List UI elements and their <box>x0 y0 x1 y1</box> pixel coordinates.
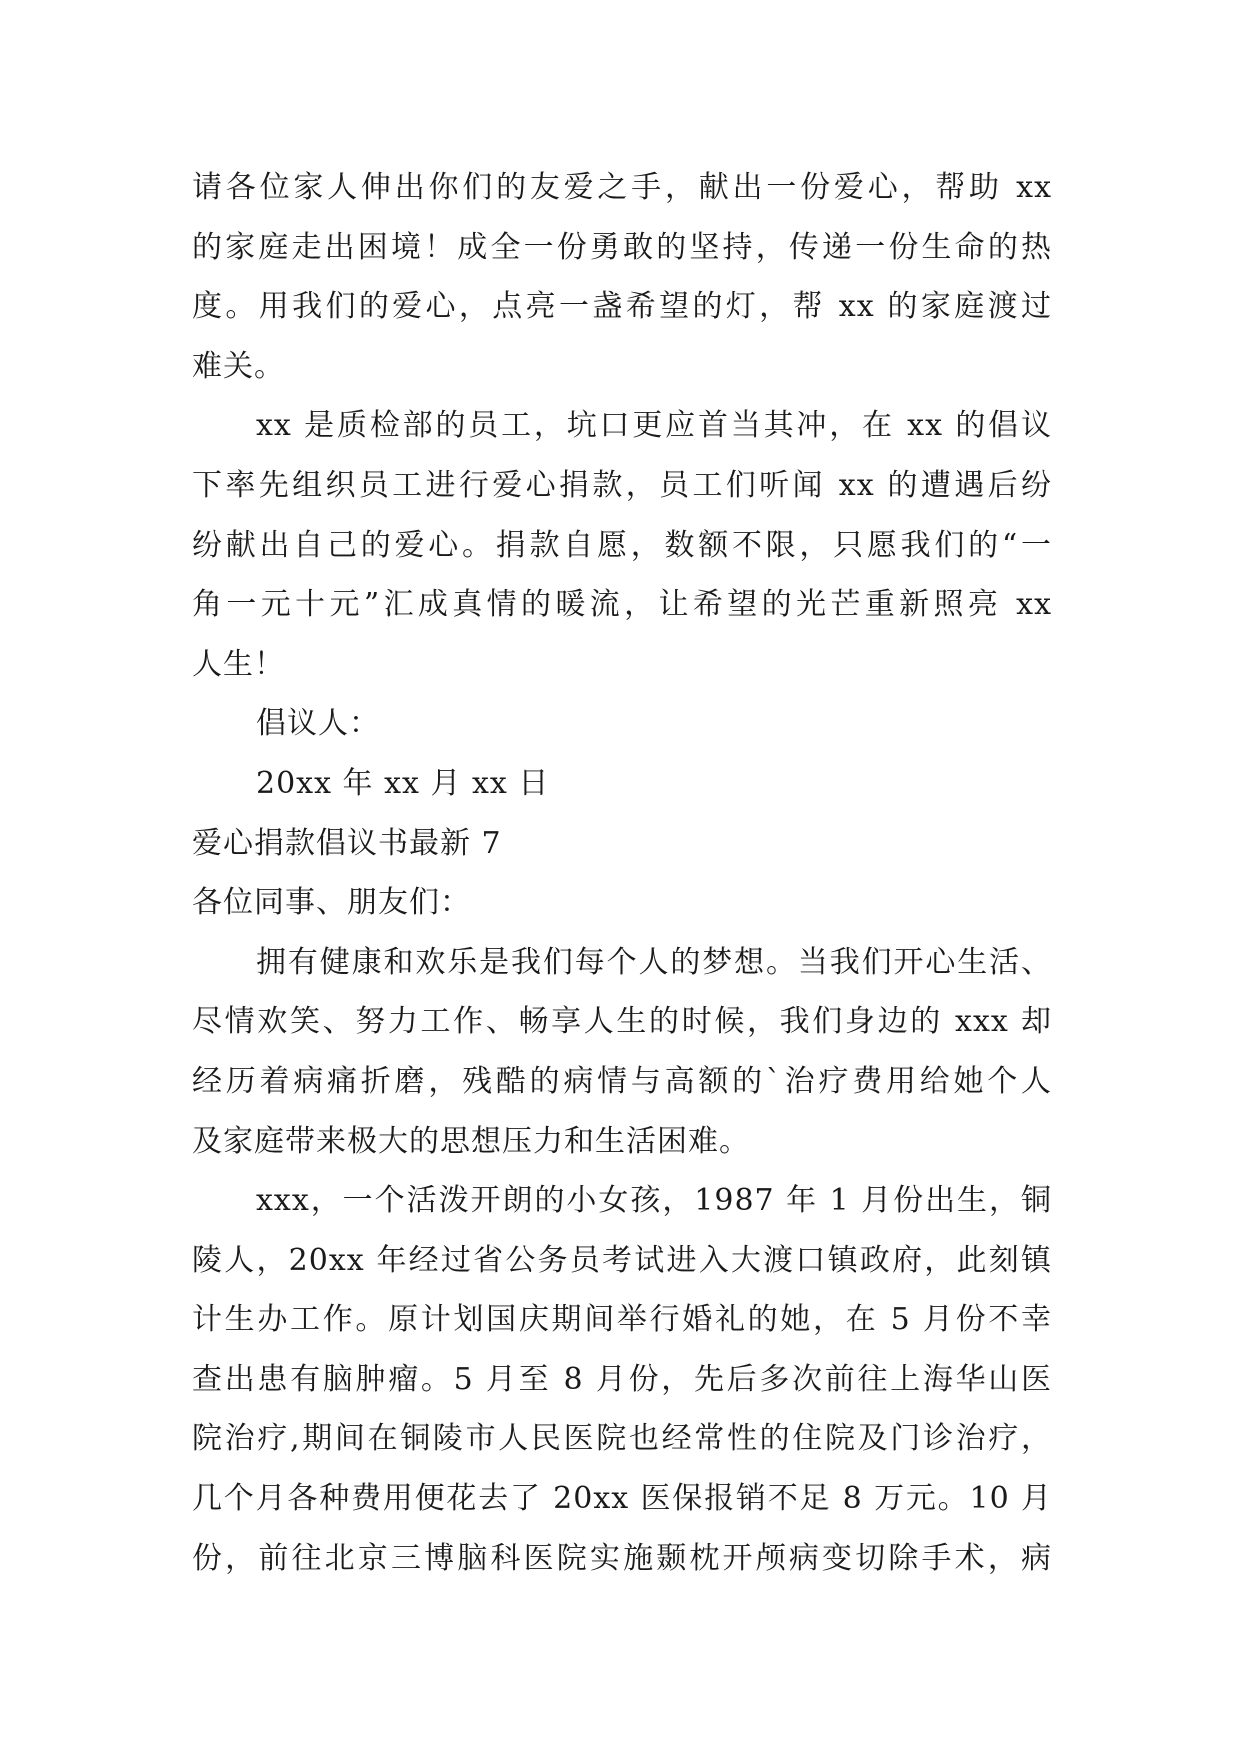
text-line: 角一元十元”汇成真情的暖流，让希望的光芒重新照亮 xx <box>192 587 1052 623</box>
text-line: xxx，一个活泼开朗的小女孩，1987 年 1 月份出生，铜 <box>256 1183 1052 1219</box>
text-line: 份，前往北京三博脑科医院实施颞枕开颅病变切除手术，病 <box>192 1540 1052 1576</box>
text-line: 几个月各种费用便花去了 20xx 医保报销不足 8 万元。10 月 <box>192 1481 1052 1517</box>
text-line: 请各位家人伸出你们的友爱之手，献出一份爱心，帮助 xx <box>192 170 1052 205</box>
text-line: xx 是质检部的员工，坑口更应首当其冲，在 xx 的倡议 <box>256 408 1052 444</box>
text-line: 查出患有脑肿瘤。5 月至 8 月份，先后多次前往上海华山医 <box>192 1361 1052 1397</box>
text-line: 20xx 年 xx 月 xx 日 <box>256 765 550 801</box>
text-line: 院治疗,期间在铜陵市人民医院也经常性的住院及门诊治疗， <box>192 1421 1052 1457</box>
text-line: 拥有健康和欢乐是我们每个人的梦想。当我们开心生活、 <box>256 944 1052 980</box>
text-line: 的家庭走出困境！成全一份勇敢的坚持，传递一份生命的热 <box>192 229 1052 265</box>
text-line: 倡议人： <box>256 706 380 742</box>
text-line: 各位同事、朋友们： <box>192 885 471 921</box>
text-line: 度。用我们的爱心，点亮一盏希望的灯，帮 xx 的家庭渡过 <box>192 289 1052 325</box>
text-line: 人生！ <box>192 646 285 682</box>
text-line: 及家庭带来极大的思想压力和生活困难。 <box>192 1123 750 1159</box>
document-page <box>192 158 1052 1588</box>
text-line: 经历着病痛折磨，残酷的病情与高额的`治疗费用给她个人 <box>192 1063 1052 1099</box>
text-line: 纷献出自己的爱心。捐款自愿，数额不限，只愿我们的“一 <box>192 527 1052 563</box>
text-line: 爱心捐款倡议书最新 7 <box>192 825 502 861</box>
text-line: 难关。 <box>192 348 285 384</box>
text-line: 计生办工作。原计划国庆期间举行婚礼的她，在 5 月份不幸 <box>192 1302 1052 1338</box>
text-line: 尽情欢笑、努力工作、畅享人生的时候，我们身边的 xxx 却 <box>192 1004 1052 1040</box>
text-line: 下率先组织员工进行爱心捐款，员工们听闻 xx 的遭遇后纷 <box>192 467 1052 503</box>
text-line: 陵人，20xx 年经过省公务员考试进入大渡口镇政府，此刻镇 <box>192 1242 1052 1278</box>
